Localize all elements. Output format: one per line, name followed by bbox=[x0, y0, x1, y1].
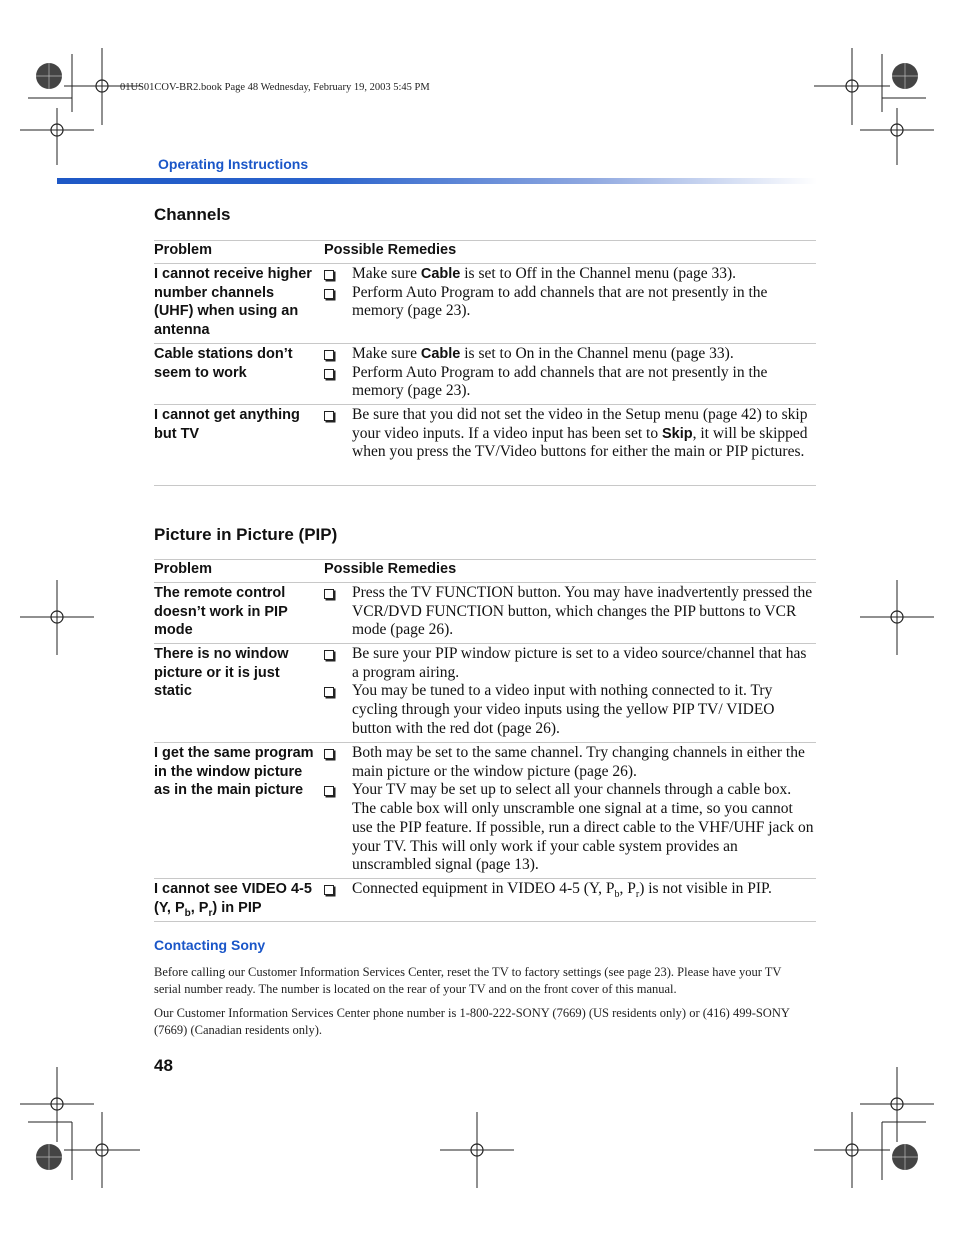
checkbox-bullet-icon bbox=[324, 289, 334, 299]
remedy-item: Your TV may be set up to select all your channels through a cable box. The cable box will only unscramble one signal at a time, so you cannot use the PIP feature. If possible, run a direct cable to the VHF/UHF jack on your TV. This will only work if your cable system provides an unscrambled signal (page 13). bbox=[324, 781, 816, 875]
checkbox-bullet-icon bbox=[324, 687, 334, 697]
problem-text: I cannot receive higher number channels (UHF) when using an antenna bbox=[154, 266, 312, 339]
checkbox-bullet-icon bbox=[324, 350, 334, 360]
contact-paragraph: Before calling our Customer Information Services Center, reset the TV to factory settings (see page 23). Please have your TV serial number ready. The number is located on the rear of your TV and on the front cover of this manual. bbox=[154, 965, 782, 996]
running-head: Operating Instructions bbox=[158, 156, 309, 172]
remedies-list bbox=[324, 584, 816, 640]
table-header bbox=[154, 240, 816, 264]
problem-text: I get the same program in the window picture as in the main picture bbox=[154, 745, 314, 799]
checkbox-bullet-icon bbox=[324, 589, 334, 599]
remedy-item: You may be tuned to a video input with nothing connected to it. Try cycling through your video inputs using the yellow PIP TV/ VIDEO button with the red dot (page 26). bbox=[324, 682, 816, 738]
remedy-item: Make sure Cable is set to On in the Channel menu (page 33). bbox=[324, 345, 816, 364]
contact-paragraph: Our Customer Information Services Center phone number is 1-800-222-SONY (7669) (US residents only) or (416) 499-SONY (7669) (Canadian residents only). bbox=[154, 1006, 790, 1037]
page-number: 48 bbox=[154, 1056, 173, 1075]
table-row bbox=[154, 264, 816, 344]
table-header bbox=[154, 559, 816, 583]
table-row bbox=[154, 644, 816, 743]
remedy-item: Perform Auto Program to add channels that are not presently in the memory (page 23). bbox=[324, 364, 816, 401]
channels-title: Channels bbox=[154, 205, 231, 224]
file-info: 01US01COV-BR2.book Page 48 Wednesday, February 19, 2003 5:45 PM bbox=[120, 82, 430, 93]
remedy-item: Perform Auto Program to add channels that are not presently in the memory (page 23). bbox=[324, 284, 816, 321]
checkbox-bullet-icon bbox=[324, 786, 334, 796]
problem-text: Cable stations don’t seem to work bbox=[154, 346, 293, 381]
remedy-item: Press the TV FUNCTION button. You may have inadvertently pressed the VCR/DVD FUNCTION button, which changes the PIP buttons to VCR mode (page 26). bbox=[324, 584, 816, 640]
remedies-list bbox=[324, 744, 816, 875]
col-remedies: Possible Remedies bbox=[324, 242, 457, 258]
table-row bbox=[154, 405, 816, 486]
channels-table bbox=[154, 240, 816, 486]
problem-text: I cannot get anything but TV bbox=[154, 407, 300, 442]
checkbox-bullet-icon bbox=[324, 369, 334, 379]
pip-table bbox=[154, 559, 816, 922]
checkbox-bullet-icon bbox=[324, 749, 334, 759]
remedy-item: Be sure that you did not set the video in the Setup menu (page 42) to skip your video inputs. If a video input has been set to Skip, it will be skipped when you press the TV/Video buttons for either the main or PIP pictures. bbox=[324, 406, 816, 462]
checkbox-bullet-icon bbox=[324, 411, 334, 421]
checkbox-bullet-icon bbox=[324, 885, 334, 895]
problem-text: The remote control doesn’t work in PIP mode bbox=[154, 585, 288, 639]
remedy-item: Be sure your PIP window picture is set to a video source/channel that has a program airing. bbox=[324, 645, 816, 682]
col-remedies: Possible Remedies bbox=[324, 561, 457, 577]
pip-title: Picture in Picture (PIP) bbox=[154, 525, 338, 544]
remedies-list bbox=[324, 880, 816, 905]
table-row bbox=[154, 344, 816, 405]
problem-text: There is no window picture or it is just static bbox=[154, 646, 289, 700]
contact-heading: Contacting Sony bbox=[154, 937, 266, 953]
remedy-item: Make sure Cable is set to Off in the Channel menu (page 33). bbox=[324, 265, 816, 284]
remedy-item: Both may be set to the same channel. Try changing channels in either the main picture or the window picture (page 26). bbox=[324, 744, 816, 781]
checkbox-bullet-icon bbox=[324, 650, 334, 660]
remedy-item: Connected equipment in VIDEO 4-5 (Y, $P_b$, $P_r$) is not visible in PIP. bbox=[324, 880, 816, 905]
problem-text: I cannot see VIDEO 4-5 (Y, $P_b$, $P_r$) in PIP bbox=[154, 881, 312, 919]
checkbox-bullet-icon bbox=[324, 270, 334, 280]
col-problem: Problem bbox=[154, 561, 213, 577]
remedies-list bbox=[324, 345, 816, 401]
table-row bbox=[154, 583, 816, 644]
remedies-list bbox=[324, 406, 816, 462]
table-row bbox=[154, 743, 816, 879]
table-row bbox=[154, 879, 816, 922]
header-rule bbox=[57, 178, 817, 184]
remedies-list bbox=[324, 645, 816, 739]
col-problem: Problem bbox=[154, 242, 213, 258]
remedies-list bbox=[324, 265, 816, 321]
